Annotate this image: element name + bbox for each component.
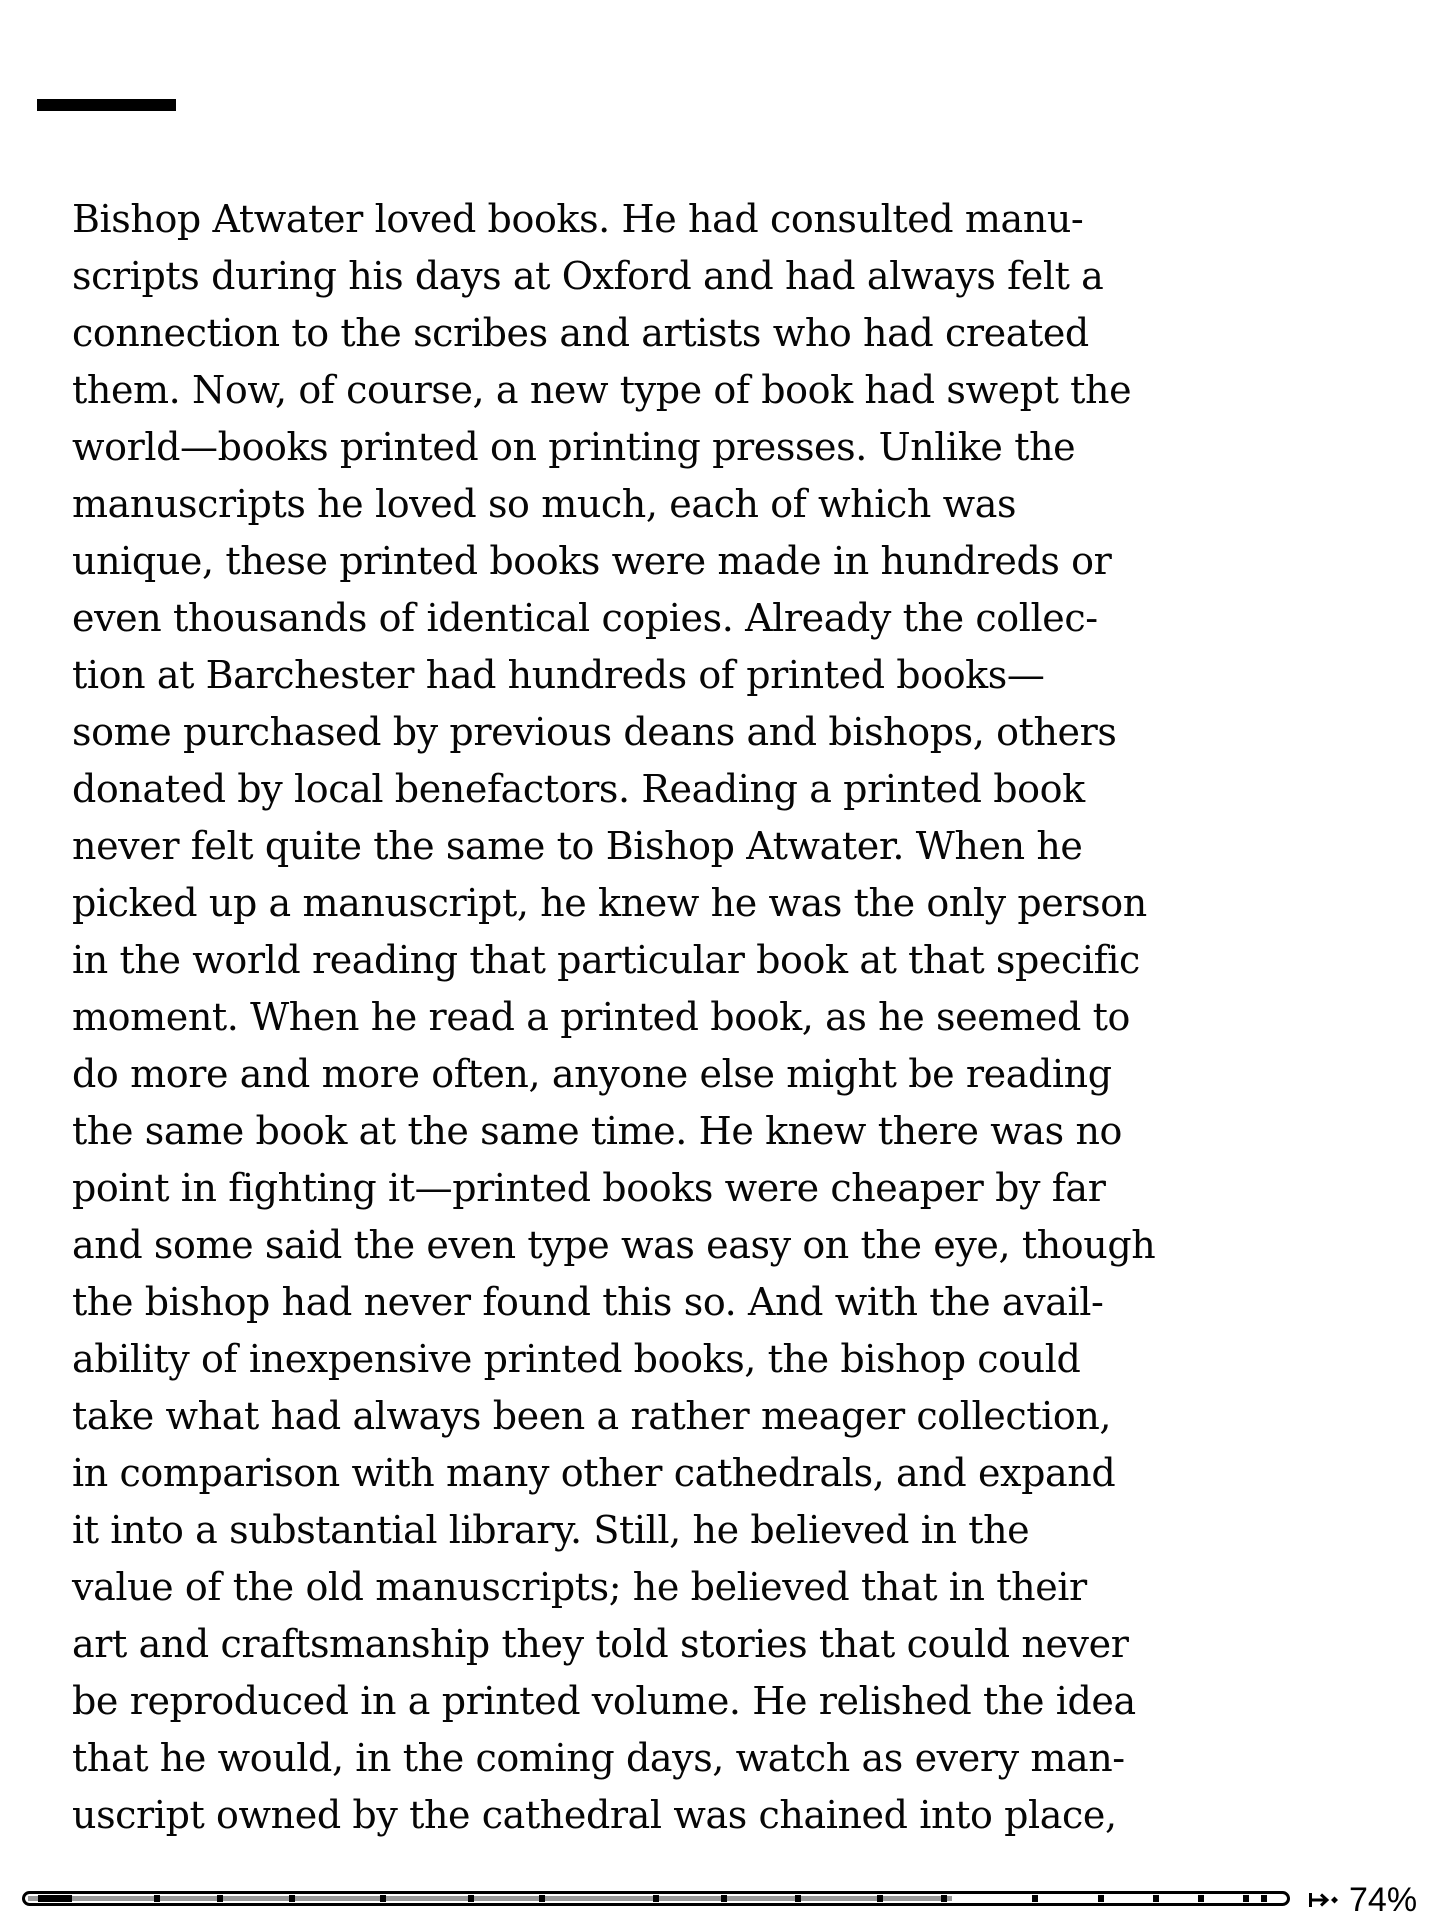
chapter-divider-bar bbox=[37, 99, 176, 111]
text-line: the bishop had never found this so. And with the avail- bbox=[72, 1280, 1104, 1324]
text-line: in comparison with many other cathedrals, and expand bbox=[72, 1451, 1116, 1495]
text-line: donated by local benefactors. Reading a printed book bbox=[72, 767, 1085, 811]
front-matter-marker bbox=[38, 1895, 66, 1902]
book-page-text bbox=[72, 191, 1372, 1844]
text-line: scripts during his days at Oxford and had always felt a bbox=[72, 254, 1104, 298]
chapter-tick bbox=[653, 1895, 659, 1902]
chapter-tick bbox=[721, 1895, 727, 1902]
text-line: never felt quite the same to Bishop Atwater. When he bbox=[72, 824, 1083, 868]
text-line: Bishop Atwater loved books. He had consulted manu- bbox=[72, 197, 1084, 241]
chapter-tick bbox=[941, 1895, 947, 1902]
text-line: in the world reading that particular book at that specific bbox=[72, 938, 1140, 982]
chapter-tick bbox=[468, 1895, 474, 1902]
chapter-tick bbox=[1153, 1895, 1159, 1902]
text-line: that he would, in the coming days, watch as every man- bbox=[72, 1736, 1125, 1780]
chapter-tick bbox=[795, 1895, 801, 1902]
chapter-tick bbox=[380, 1895, 386, 1902]
text-line: even thousands of identical copies. Already the collec- bbox=[72, 596, 1098, 640]
text-line: value of the old manuscripts; he believed that in their bbox=[72, 1565, 1087, 1609]
book-progress-bar[interactable] bbox=[22, 1891, 1290, 1906]
text-line: tion at Barchester had hundreds of printed books— bbox=[72, 653, 1045, 697]
text-line: the same book at the same time. He knew there was no bbox=[72, 1109, 1123, 1153]
text-line: some purchased by previous deans and bishops, others bbox=[72, 710, 1117, 754]
chapter-tick bbox=[1032, 1895, 1038, 1902]
text-line: them. Now, of course, a new type of book had swept the bbox=[72, 368, 1132, 412]
text-line: ability of inexpensive printed books, the bishop could bbox=[72, 1337, 1081, 1381]
text-line: moment. When he read a printed book, as he seemed to bbox=[72, 995, 1130, 1039]
chapter-tick bbox=[1261, 1895, 1267, 1902]
text-line: take what had always been a rather meager collection, bbox=[72, 1394, 1112, 1438]
text-line: picked up a manuscript, he knew he was the only person bbox=[72, 881, 1147, 925]
chapter-tick bbox=[539, 1895, 545, 1902]
progress-track bbox=[28, 1896, 1284, 1901]
text-line: world—books printed on printing presses. Unlike the bbox=[72, 425, 1076, 469]
chapter-tick bbox=[289, 1895, 295, 1902]
furthest-location-icon bbox=[1308, 1889, 1340, 1911]
text-line: it into a substantial library. Still, he believed in the bbox=[72, 1508, 1030, 1552]
chapter-tick bbox=[1198, 1895, 1204, 1902]
text-line: unique, these printed books were made in hundreds or bbox=[72, 539, 1112, 583]
text-line: point in fighting it—printed books were cheaper by far bbox=[72, 1166, 1106, 1210]
text-line: and some said the even type was easy on the eye, though bbox=[72, 1223, 1156, 1267]
progress-percent-label: 74% bbox=[1349, 1880, 1418, 1919]
chapter-tick bbox=[1243, 1895, 1249, 1902]
text-line: manuscripts he loved so much, each of which was bbox=[72, 482, 1017, 526]
text-line: art and craftsmanship they told stories that could never bbox=[72, 1622, 1129, 1666]
chapter-tick bbox=[877, 1895, 883, 1902]
text-line: do more and more often, anyone else might be reading bbox=[72, 1052, 1112, 1096]
chapter-tick bbox=[1098, 1895, 1104, 1902]
chapter-tick bbox=[217, 1895, 223, 1902]
text-line: be reproduced in a printed volume. He relished the idea bbox=[72, 1679, 1136, 1723]
text-line: connection to the scribes and artists who had created bbox=[72, 311, 1089, 355]
progress-fill bbox=[28, 1896, 952, 1901]
footer-progress-readout bbox=[1308, 1879, 1417, 1921]
chapter-tick bbox=[66, 1895, 72, 1902]
text-line: uscript owned by the cathedral was chained into place, bbox=[72, 1793, 1117, 1837]
chapter-tick bbox=[154, 1895, 160, 1902]
